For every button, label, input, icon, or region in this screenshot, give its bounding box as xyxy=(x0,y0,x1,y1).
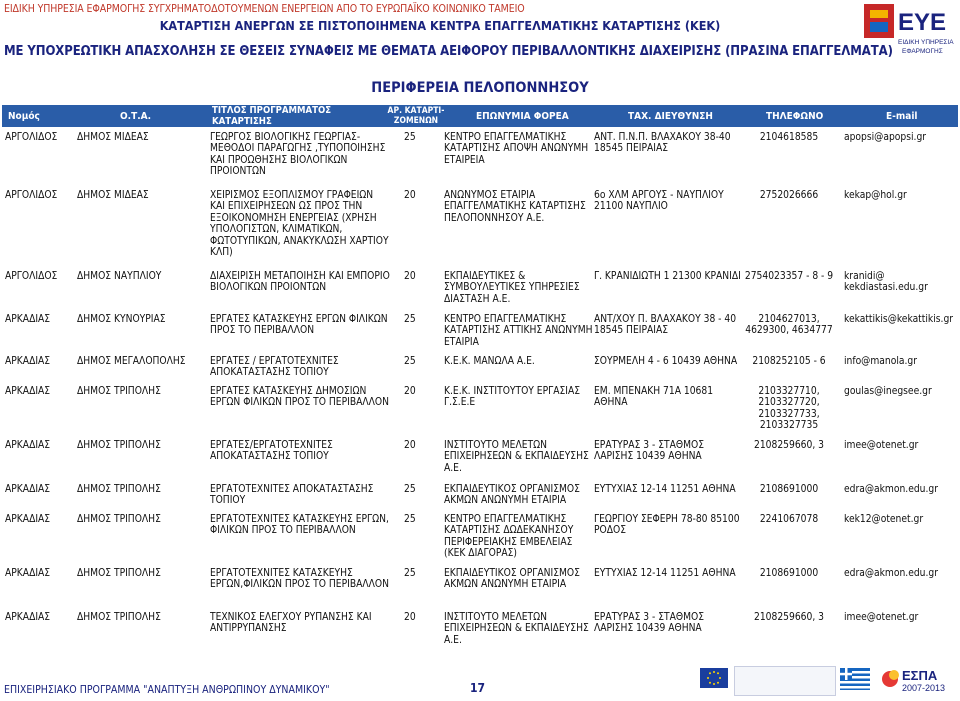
cell-email[interactable]: kekattikis@kekattikis.gr xyxy=(844,314,954,325)
cell-email[interactable]: kekap@hol.gr xyxy=(844,190,907,201)
cell-forea: ΕΚΠΑΙΔΕΥΤΙΚΟΣ ΟΡΓΑΝΙΣΜΟΣ ΑΚΜΩΝ ΑΝΩΝΥΜΗ ΕΤΑΙΡΙΑ xyxy=(444,568,580,591)
cell-phone: 2108259660, 3 xyxy=(754,440,824,451)
cell-address: ΕΥΤΥΧΙΑΣ 12-14 11251 ΑΘΗΝΑ xyxy=(594,484,736,495)
cell-ota: ΔΗΜΟΣ ΜΕΓΑΛΟΠΟΛΗΣ xyxy=(77,356,186,367)
cell-address: ΕΥΤΥΧΙΑΣ 12-14 11251 ΑΘΗΝΑ xyxy=(594,568,736,579)
col-ota: Ο.Τ.Α. xyxy=(120,110,152,122)
cell-email[interactable]: imee@otenet.gr xyxy=(844,612,919,623)
cell-nomos: ΑΡΓΟΛΙΔΟΣ xyxy=(5,190,58,201)
cell-nomos: ΑΡΚΑΔΙΑΣ xyxy=(5,484,51,495)
cell-address: ΕΡΑΤΥΡΑΣ 3 - ΣΤΑΘΜΟΣ ΛΑΡΙΣΗΣ 10439 ΑΘΗΝΑ xyxy=(594,612,705,635)
cell-title: ΓΕΩΡΓΟΣ ΒΙΟΛΟΓΙΚΗΣ ΓΕΩΡΓΙΑΣ-ΜΕΘΟΔΟΙ ΠΑΡΑΓΩΓΗΣ ,ΤΥΠΟΠΟΙΗΣΗΣ ΚΑΙ ΠΡΟΩΘΗΣΗΣ ΒΙΟΛΟΓΙΚΩΝ ΠΡΟΙΟΝΤΩΝ xyxy=(210,132,386,178)
cell-address: ΓΕΩΡΓΙΟΥ ΣΕΦΕΡΗ 78-80 85100 ΡΟΔΟΣ xyxy=(594,514,740,537)
cell-address: ΕΡΑΤΥΡΑΣ 3 - ΣΤΑΘΜΟΣ ΛΑΡΙΣΗΣ 10439 ΑΘΗΝΑ xyxy=(594,440,705,463)
cell-address: ΕΜ. ΜΠΕΝΑΚΗ 71Α 10681 ΑΘΗΝΑ xyxy=(594,386,714,409)
col-num xyxy=(386,105,446,127)
cell-address: Γ. ΚΡΑΝΙΔΙΩΤΗ 1 21300 ΚΡΑΝΙΔΙ xyxy=(594,271,741,282)
cell-title: ΕΡΓΑΤΕΣ ΚΑΤΑΣΚΕΥΗΣ ΕΡΓΩΝ ΦΙΛΙΚΩΝ ΠΡΟΣ ΤΟ ΠΕΡΙΒΑΛΛΟΝ xyxy=(210,314,388,337)
cell-ota: ΔΗΜΟΣ ΤΡΙΠΟΛΗΣ xyxy=(77,612,161,623)
eye-logo xyxy=(862,0,956,62)
cell-address: 6ο ΧΛΜ ΑΡΓΟΥΣ - ΝΑΥΠΛΙΟΥ 21100 ΝΑΥΠΛΙΟ xyxy=(594,190,724,213)
cell-email[interactable]: apopsi@apopsi.gr xyxy=(844,132,927,143)
cell-title: ΔΙΑΧΕΙΡΙΣΗ ΜΕΤΑΠΟΙΗΣΗ ΚΑΙ ΕΜΠΟΡΙΟ ΒΙΟΛΟΓΙΚΩΝ ΠΡΟΙΟΝΤΩΝ xyxy=(210,271,390,294)
cell-title: ΕΡΓΑΤΟΤΕΧΝΙΤΕΣ ΚΑΤΑΣΚΕΥΗΣ ΕΡΓΩΝ, ΦΙΛΙΚΩΝ ΠΡΟΣ ΤΟ ΠΕΡΙΒΑΛΛΟΝ xyxy=(210,514,389,537)
cell-forea: Κ.Ε.Κ. ΜΑΝΩΛΑ Α.Ε. xyxy=(444,356,535,367)
cell-nomos: ΑΡΚΑΔΙΑΣ xyxy=(5,356,51,367)
cell-ota: ΔΗΜΟΣ ΤΡΙΠΟΛΗΣ xyxy=(77,484,161,495)
header-agency: ΕΙΔΙΚΗ ΥΠΗΡΕΣΙΑ ΕΦΑΡΜΟΓΗΣ ΣΥΓΧΡΗΜΑΤΟΔΟΤΟΥΜΕΝΩΝ ΕΝΕΡΓΕΙΩΝ ΑΠΟ ΤΟ ΕΥΡΩΠΑΪΚΟ ΚΟΙΝΩΝΙΚΟ ΤΑΜΕΙΟ xyxy=(4,3,525,15)
cell-ota: ΔΗΜΟΣ ΤΡΙΠΟΛΗΣ xyxy=(77,386,161,397)
cell-email[interactable]: edra@akmon.edu.gr xyxy=(844,484,938,495)
cell-nomos: ΑΡΓΟΛΙΔΟΣ xyxy=(5,132,58,143)
cell-forea: ΕΚΠΑΙΔΕΥΤΙΚΟΣ ΟΡΓΑΝΙΣΜΟΣ ΑΚΜΩΝ ΑΝΩΝΥΜΗ ΕΤΑΙΡΙΑ xyxy=(444,484,580,507)
col-num-line1: ΑΡ. ΚΑΤΑΡΤΙ- xyxy=(387,106,445,116)
eu-funding-logo xyxy=(734,666,836,696)
cell-title: ΕΡΓΑΤΕΣ / ΕΡΓΑΤΟΤΕΧΝΙΤΕΣ ΑΠΟΚΑΤΑΣΤΑΣΗΣ ΤΟΠΙΟΥ xyxy=(210,356,339,379)
cell-ota: ΔΗΜΟΣ ΜΙΔΕΑΣ xyxy=(77,190,149,201)
cell-phone: 2752026666 xyxy=(759,190,819,201)
cell-trainees: 25 xyxy=(404,484,416,495)
cell-ota: ΔΗΜΟΣ ΚΥΝΟΥΡΙΑΣ xyxy=(77,314,166,325)
cell-phone: 2108691000 xyxy=(759,484,819,495)
cell-nomos: ΑΡΚΑΔΙΑΣ xyxy=(5,314,51,325)
cell-ota: ΔΗΜΟΣ ΤΡΙΠΟΛΗΣ xyxy=(77,568,161,579)
cell-trainees: 25 xyxy=(404,132,416,143)
cell-trainees: 20 xyxy=(404,386,416,397)
cell-title: ΧΕΙΡΙΣΜΟΣ ΕΞΟΠΛΙΣΜΟΥ ΓΡΑΦΕΙΩΝ ΚΑΙ ΕΠΙΧΕΙΡΗΣΕΩΝ ΩΣ ΠΡΟΣ ΤΗΝ ΕΞΟΙΚΟΝΟΜΗΣΗ ΕΝΕΡΓΕΙΑΣ (ΧΡΗΣΗ ΥΠΟΛΟΓΙΣΤΩΝ, ΚΛΙΜΑΤΙΚΩΝ, ΦΩΤΟΤΥΠΙΚΩΝ, ΑΝΑΚΥΚΛΩΣΗ ΧΑΡΤΙΟΥ ΚΛΠ) xyxy=(210,190,389,259)
cell-nomos: ΑΡΚΑΔΙΑΣ xyxy=(5,514,51,525)
espa-logo-years: 2007-2013 xyxy=(902,683,946,693)
cell-nomos: ΑΡΚΑΔΙΑΣ xyxy=(5,612,51,623)
footer-program: ΕΠΙΧΕΙΡΗΣΙΑΚΟ ΠΡΟΓΡΑΜΜΑ "ΑΝΑΠΤΥΞΗ ΑΝΘΡΩΠΙΝΟΥ ΔΥΝΑΜΙΚΟΥ" xyxy=(4,684,330,696)
cell-phone: 2108252105 - 6 xyxy=(752,356,826,367)
cell-email[interactable]: edra@akmon.edu.gr xyxy=(844,568,938,579)
cell-ota: ΔΗΜΟΣ ΝΑΥΠΛΙΟΥ xyxy=(77,271,162,282)
col-phone: ΤΗΛΕΦΩΝΟ xyxy=(766,110,824,122)
eu-flag-icon xyxy=(700,668,728,688)
footer-logos xyxy=(700,660,956,698)
table-header xyxy=(2,105,958,127)
cell-email[interactable]: info@manola.gr xyxy=(844,356,917,367)
logo-sub-text-2: ΕΦΑΡΜΟΓΗΣ xyxy=(902,48,943,55)
cell-trainees: 25 xyxy=(404,314,416,325)
page-number: 17 xyxy=(470,681,486,695)
cell-trainees: 20 xyxy=(404,190,416,201)
cell-trainees: 25 xyxy=(404,514,416,525)
cell-email[interactable]: imee@otenet.gr xyxy=(844,440,919,451)
col-num-line2: ΖΟΜΕΝΩΝ xyxy=(393,116,439,126)
cell-forea: Κ.Ε.Κ. ΙΝΣΤΙΤΟΥΤΟΥ ΕΡΓΑΣΙΑΣ Γ.Σ.Ε.Ε xyxy=(444,386,581,409)
cell-forea: ΚΕΝΤΡΟ ΕΠΑΓΓΕΛΜΑΤΙΚΗΣ ΚΑΤΑΡΤΙΣΗΣ ΑΠΟΨΗ ΑΝΩΝΥΜΗ ΕΤΑΙΡΕΙΑ xyxy=(444,132,589,166)
cell-phone: 2108259660, 3 xyxy=(754,612,824,623)
cell-trainees: 20 xyxy=(404,440,416,451)
cell-forea: ΑΝΩΝΥΜΟΣ ΕΤΑΙΡΙΑ ΕΠΑΓΓΕΛΜΑΤΙΚΗΣ ΚΑΤΑΡΤΙΣΗΣ ΠΕΛΟΠΟΝΝΗΣΟΥ Α.Ε. xyxy=(444,190,586,224)
cell-title: ΕΡΓΑΤΕΣ/ΕΡΓΑΤΟΤΕΧΝΙΤΕΣ ΑΠΟΚΑΤΑΣΤΑΣΗΣ ΤΟΠΙΟΥ xyxy=(210,440,333,463)
cell-address: ΑΝΤ. Π.Ν.Π. ΒΛΑΧΑΚΟΥ 38-40 18545 ΠΕΙΡΑΙΑΣ xyxy=(594,132,731,155)
cell-title: ΤΕΧΝΙΚΟΣ ΕΛΕΓΧΟΥ ΡΥΠΑΝΣΗΣ ΚΑΙ ΑΝΤΙΡΡΥΠΑΝΣΗΣ xyxy=(210,612,372,635)
cell-forea: ΚΕΝΤΡΟ ΕΠΑΓΓΕΛΜΑΤΙΚΗΣ ΚΑΤΑΡΤΙΣΗΣ ΔΩΔΕΚΑΝΗΣΟΥ ΠΕΡΙΦΕΡΕΙΑΚΗΣ ΕΜΒΕΛΕΙΑΣ (ΚΕΚ ΔΙΑΓΟΡΑΣ) xyxy=(444,514,574,560)
cell-phone: 2754023357 - 8 - 9 xyxy=(744,271,834,282)
cell-nomos: ΑΡΚΑΔΙΑΣ xyxy=(5,568,51,579)
col-nomos: Νομός xyxy=(8,110,40,122)
cell-nomos: ΑΡΚΑΔΙΑΣ xyxy=(5,386,51,397)
cell-trainees: 20 xyxy=(404,271,416,282)
header-subtitle: ΜΕ ΥΠΟΧΡΕΩΤΙΚΗ ΑΠΑΣΧΟΛΗΣΗ ΣΕ ΘΕΣΕΙΣ ΣΥΝΑΦΕΙΣ ΜΕ ΘΕΜΑΤΑ ΑΕΙΦΟΡΟΥ ΠΕΡΙΒΑΛΛΟΝΤΙΚΗΣ ΔΙΑΧΕΙΡΙΣΗΣ (ΠΡΑΣΙΝΑ ΕΠΑΓΓΕΛΜΑΤΑ) xyxy=(4,44,893,59)
cell-title: ΕΡΓΑΤΕΣ ΚΑΤΑΣΚΕΥΗΣ ΔΗΜΟΣΙΩΝ ΕΡΓΩΝ ΦΙΛΙΚΩΝ ΠΡΟΣ ΤΟ ΠΕΡΙΒΑΛΛΟΝ xyxy=(210,386,389,409)
cell-nomos: ΑΡΚΑΔΙΑΣ xyxy=(5,440,51,451)
cell-phone: 2103327710, 2103327720, 2103327733, 2103327735 xyxy=(758,386,820,432)
col-forea: ΕΠΩΝΥΜΙΑ ΦΟΡΕΑ xyxy=(476,110,569,122)
cell-phone: 2108691000 xyxy=(759,568,819,579)
cell-forea: ΙΝΣΤΙΤΟΥΤΟ ΜΕΛΕΤΩΝ ΕΠΙΧΕΙΡΗΣΕΩΝ & ΕΚΠΑΙΔΕΥΣΗΣ Α.Ε. xyxy=(444,440,589,474)
col-title: ΤΙΤΛΟΣ ΠΡΟΓΡΑΜΜΑΤΟΣ ΚΑΤΑΡΤΙΣΗΣ xyxy=(212,105,332,127)
espa-logo xyxy=(880,662,954,696)
cell-nomos: ΑΡΓΟΛΙΔΟΣ xyxy=(5,271,58,282)
cell-trainees: 25 xyxy=(404,356,416,367)
greek-flag-icon xyxy=(840,668,870,690)
cell-phone: 2241067078 xyxy=(759,514,819,525)
cell-forea: ΚΕΝΤΡΟ ΕΠΑΓΓΕΛΜΑΤΙΚΗΣ ΚΑΤΑΡΤΙΣΗΣ ΑΤΤΙΚΗΣ ΑΝΩΝΥΜΗ ΕΤΑΙΡΙΑ xyxy=(444,314,593,348)
cell-address: ΑΝΤ/ΧΟΥ Π. ΒΛΑΧΑΚΟΥ 38 - 40 18545 ΠΕΙΡΑΙΑΣ xyxy=(594,314,737,337)
col-address: ΤΑΧ. ΔΙΕΥΘΥΝΣΗ xyxy=(628,110,713,122)
logo-main-text: ΕΥΕ xyxy=(898,9,947,36)
cell-email[interactable]: goulas@inegsee.gr xyxy=(844,386,932,397)
cell-ota: ΔΗΜΟΣ ΤΡΙΠΟΛΗΣ xyxy=(77,514,161,525)
cell-trainees: 25 xyxy=(404,568,416,579)
espa-logo-text: ΕΣΠΑ xyxy=(902,668,938,683)
cell-phone: 2104627013, 4629300, 4634777 xyxy=(745,314,833,337)
cell-title: ΕΡΓΑΤΟΤΕΧΝΙΤΕΣ ΑΠΟΚΑΤΑΣΤΑΣΗΣ ΤΟΠΙΟΥ xyxy=(210,484,374,507)
cell-email[interactable]: kek12@otenet.gr xyxy=(844,514,924,525)
cell-trainees: 20 xyxy=(404,612,416,623)
cell-address: ΣΟΥΡΜΕΛΗ 4 - 6 10439 ΑΘΗΝΑ xyxy=(594,356,738,367)
col-email: E-mail xyxy=(886,110,918,122)
cell-email[interactable]: kranidi@ kekdiastasi.edu.gr xyxy=(844,271,928,294)
cell-ota: ΔΗΜΟΣ ΜΙΔΕΑΣ xyxy=(77,132,149,143)
header-title: ΚΑΤΑΡΤΙΣΗ ΑΝΕΡΓΩΝ ΣΕ ΠΙΣΤΟΠΟΙΗΜΕΝΑ ΚΕΝΤΡΑ ΕΠΑΓΓΕΛΜΑΤΙΚΗΣ ΚΑΤΑΡΤΙΣΗΣ (ΚΕΚ) xyxy=(159,18,721,33)
cell-forea: ΕΚΠΑΙΔΕΥΤΙΚΕΣ & ΣΥΜΒΟΥΛΕΥΤΙΚΕΣ ΥΠΗΡΕΣΙΕΣ ΔΙΑΣΤΑΣΗ Α.Ε. xyxy=(444,271,580,305)
cell-ota: ΔΗΜΟΣ ΤΡΙΠΟΛΗΣ xyxy=(77,440,161,451)
cell-forea: ΙΝΣΤΙΤΟΥΤΟ ΜΕΛΕΤΩΝ ΕΠΙΧΕΙΡΗΣΕΩΝ & ΕΚΠΑΙΔΕΥΣΗΣ Α.Ε. xyxy=(444,612,589,646)
cell-title: ΕΡΓΑΤΟΤΕΧΝΙΤΕΣ ΚΑΤΑΣΚΕΥΗΣ ΕΡΓΩΝ,ΦΙΛΙΚΩΝ ΠΡΟΣ ΤΟ ΠΕΡΙΒΑΛΛΟΝ xyxy=(210,568,389,591)
region-title: ΠΕΡΙΦΕΡΕΙΑ ΠΕΛΟΠΟΝΝΗΣΟΥ xyxy=(371,80,589,96)
logo-sub-text-1: ΕΙΔΙΚΗ ΥΠΗΡΕΣΙΑ xyxy=(898,39,954,46)
cell-phone: 2104618585 xyxy=(759,132,819,143)
